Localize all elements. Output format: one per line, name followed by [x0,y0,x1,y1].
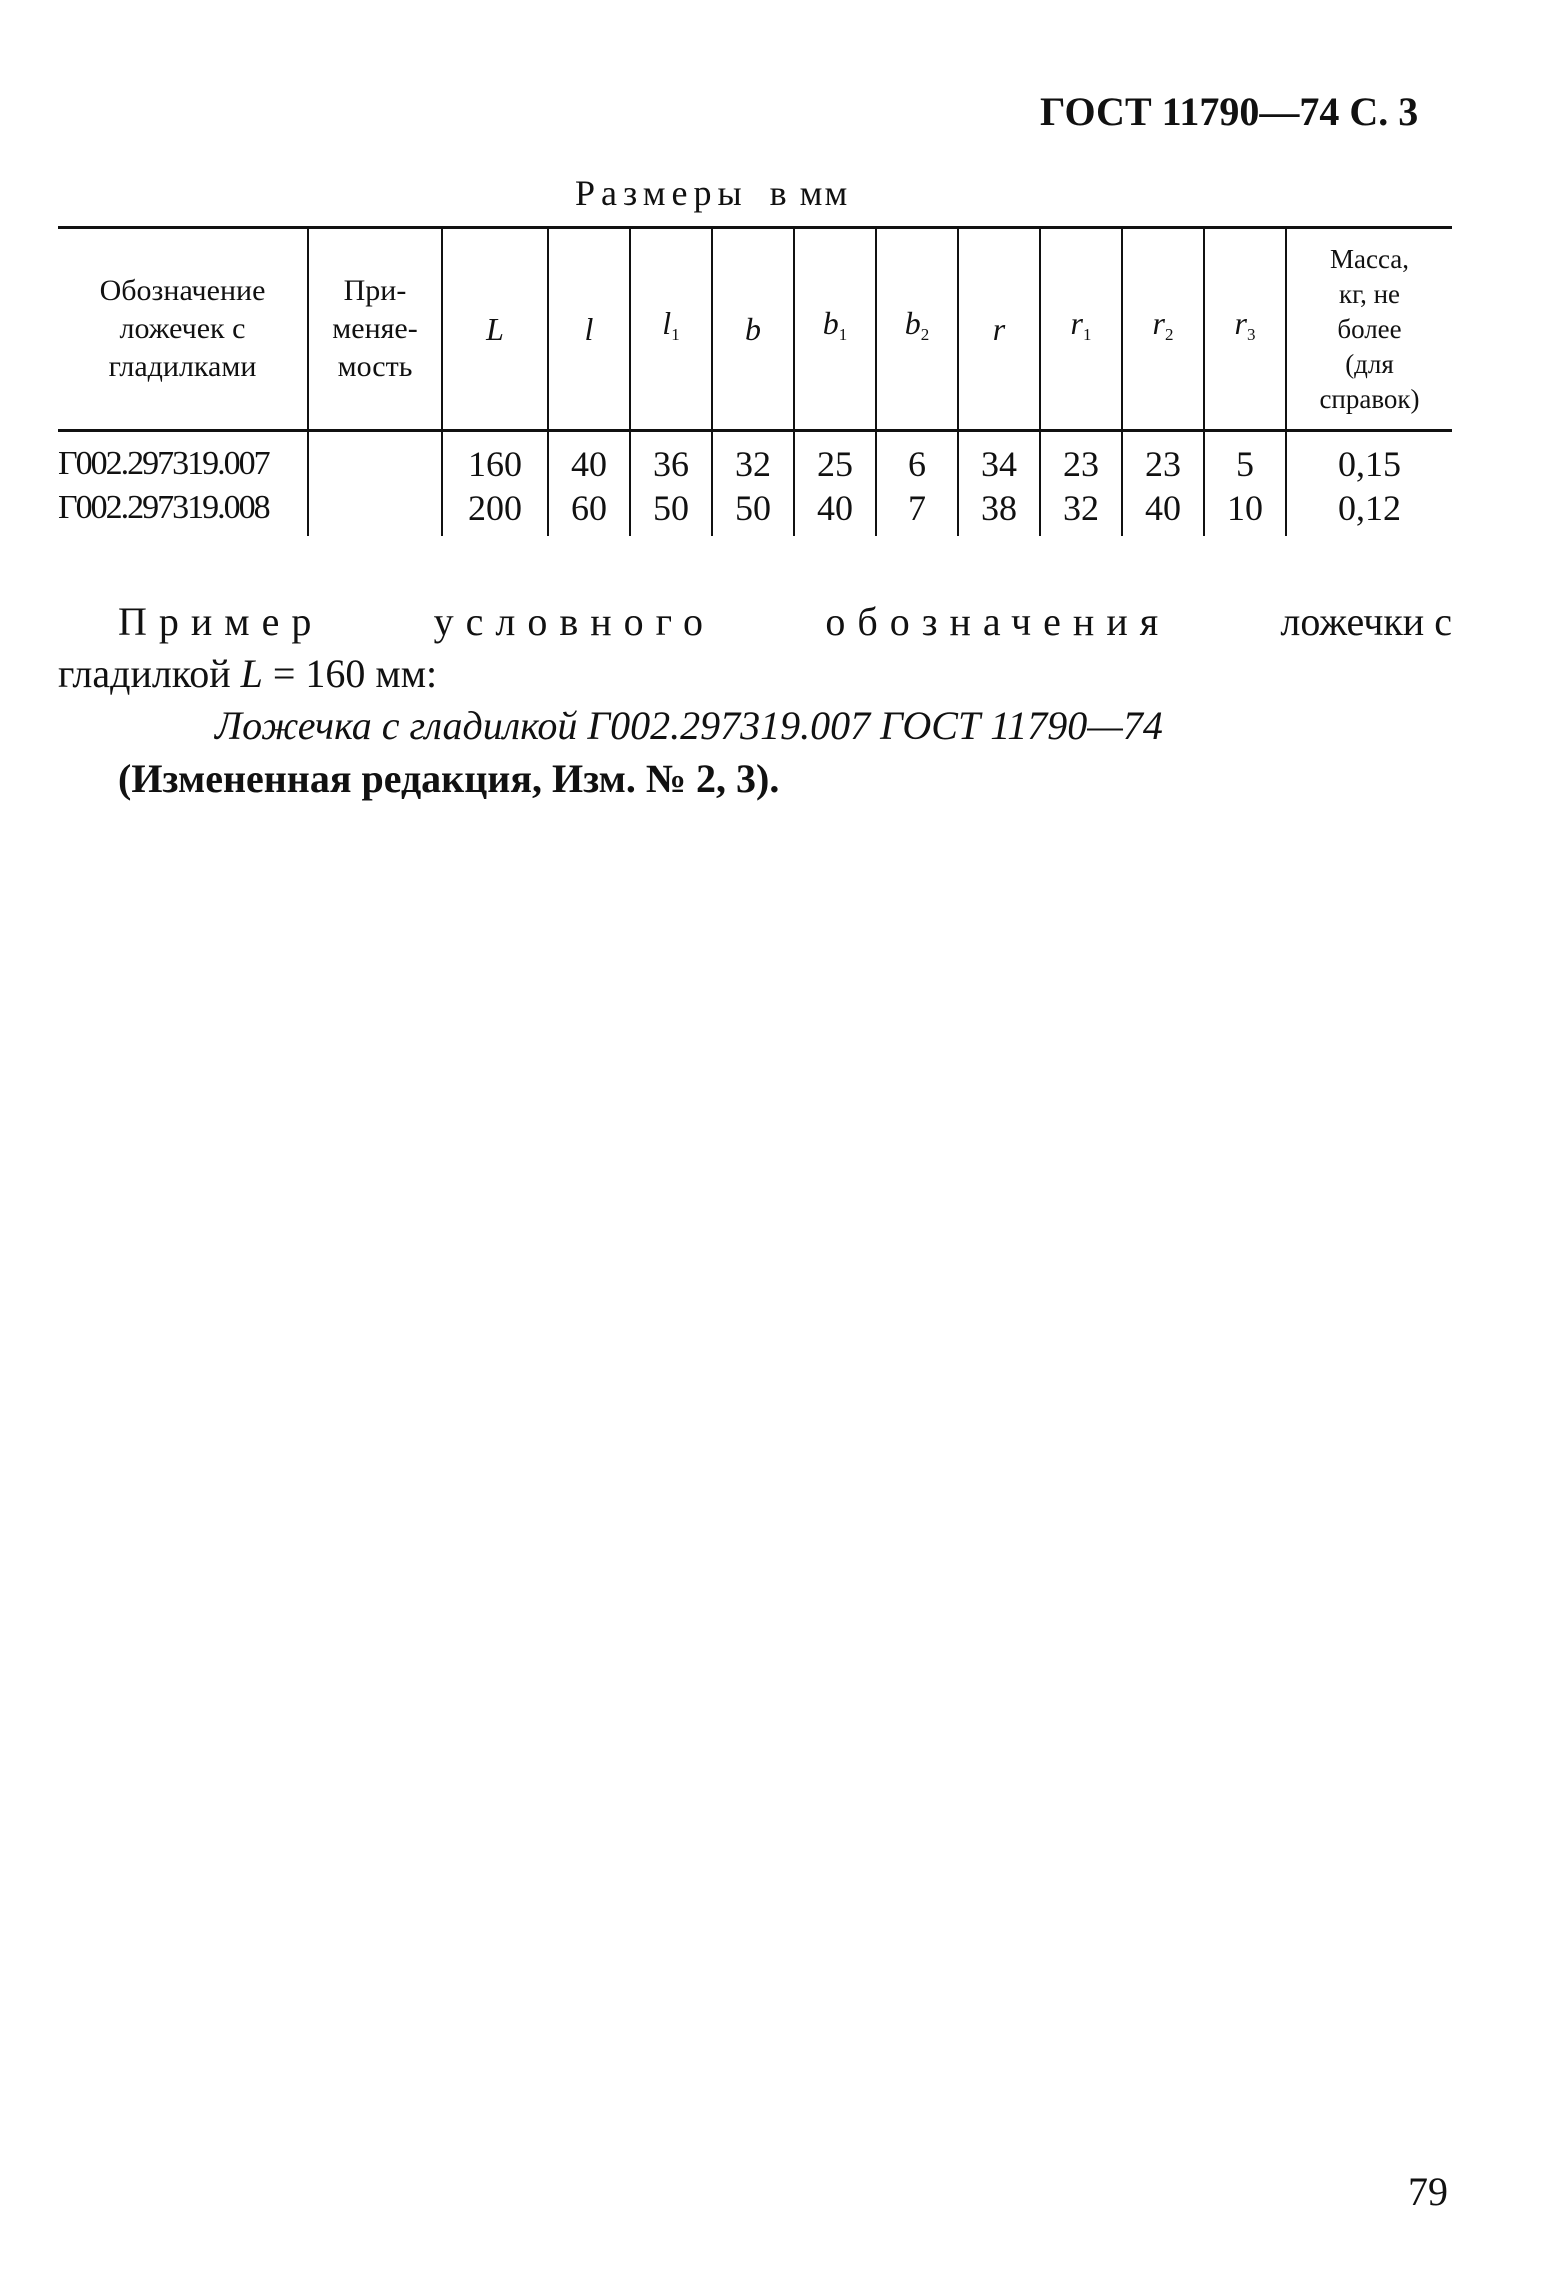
col-header-mass: Масса, кг, не более (для справок) [1286,228,1452,431]
cell-l: 40 [548,431,630,487]
example-word-4: ложечки с [1280,599,1452,644]
example-word-2: условного [433,599,716,644]
cell-L: 160 [442,431,548,487]
cell-b2: 6 [876,431,958,487]
col-header-designation: Обозначение ложечек с гладилками [58,228,308,431]
table-caption [575,172,849,214]
cell-r: 34 [958,431,1040,487]
col-header-r2: $r_2$ [1122,228,1204,431]
example-continuation: гладилкой L = 160 мм: [58,651,438,696]
col-header-b2: $b_2$ [876,228,958,431]
cell-l: 60 [548,486,630,536]
example-word-3: обозначения [825,599,1171,644]
cell-b1: 25 [794,431,876,487]
cell-l1: 36 [630,431,712,487]
cell-r2: 40 [1122,486,1204,536]
cell-designation: Г002.297319.007 [58,445,269,482]
table-row [58,431,1452,487]
cell-mass: 0,12 [1286,486,1452,536]
col-header-b1: $b_1$ [794,228,876,431]
dimensions-table [58,226,1452,536]
example-designation: Ложечка с гладилкой Г002.297319.007 ГОСТ 11790—74 [215,703,1163,748]
caption-unit: в мм [769,173,850,213]
col-header-r: r [958,228,1040,431]
col-header-applicability: При- меняе- мость [308,228,442,431]
cell-applicability [308,431,442,487]
cell-b2: 7 [876,486,958,536]
example-heading [118,598,1452,645]
col-header-L: L [442,228,548,431]
cell-r1: 32 [1040,486,1122,536]
col-header-r1: $r_1$ [1040,228,1122,431]
amendment-note: (Измененная редакция, Изм. № 2, 3). [118,756,780,801]
cell-mass: 0,15 [1286,431,1452,487]
table-row [58,486,1452,536]
cell-designation: Г002.297319.008 [58,489,269,526]
page-number: 79 [1408,2169,1448,2214]
cell-L: 200 [442,486,548,536]
example-variable: L [240,651,263,696]
dimensions-table-wrapper [58,226,1452,536]
cell-l1: 50 [630,486,712,536]
col-header-r3: $r_3$ [1204,228,1286,431]
page-header: ГОСТ 11790—74 С. 3 [1040,89,1419,134]
example-word-1: Пример [118,599,324,644]
cell-b: 32 [712,431,794,487]
table-header-row [58,228,1452,431]
cell-b: 50 [712,486,794,536]
col-header-l: l [548,228,630,431]
col-header-b: b [712,228,794,431]
caption-label: Размеры [575,173,748,213]
col-header-l1: $l_1$ [630,228,712,431]
cell-r: 38 [958,486,1040,536]
cell-r3: 5 [1204,431,1286,487]
cell-b1: 40 [794,486,876,536]
cell-r3: 10 [1204,486,1286,536]
cell-r2: 23 [1122,431,1204,487]
cell-r1: 23 [1040,431,1122,487]
cell-applicability [308,486,442,536]
